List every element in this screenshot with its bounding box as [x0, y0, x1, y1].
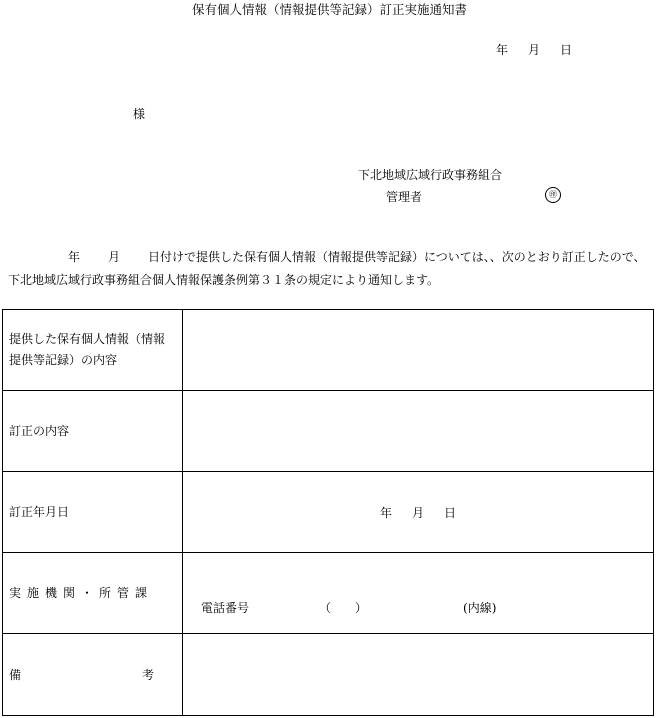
- correction-year: 年: [379, 505, 392, 520]
- correction-table: [2, 309, 654, 716]
- provided-content-label-line2: 提供等記録）の内容: [9, 353, 118, 367]
- issue-date-month: 月: [528, 43, 541, 57]
- table-row-correction-date: [3, 472, 654, 553]
- body-line-2: 下北地域広域行政事務組合個人情報保護条例第３１条の規定により通知します。: [8, 273, 440, 287]
- issue-date: [496, 41, 572, 58]
- addressee-suffix: 様: [133, 107, 146, 121]
- issue-date-year: 年: [496, 43, 509, 57]
- correction-content-label: 訂正の内容: [3, 391, 183, 472]
- body-line-1: [68, 248, 646, 265]
- table-row-remarks: [3, 634, 654, 716]
- remarks-label-last: 考: [141, 668, 154, 682]
- provided-content-label: [3, 310, 183, 391]
- agency-value[interactable]: [183, 553, 654, 634]
- provided-content-value[interactable]: [183, 310, 654, 391]
- phone-label: 電話番号: [201, 600, 250, 615]
- issuer-role: 管理者: [386, 190, 423, 204]
- correction-date-label: 訂正年月日: [3, 472, 183, 553]
- document-title: 保有個人情報（情報提供等記録）訂正実施通知書: [191, 2, 467, 17]
- extension-label: (内線): [463, 600, 497, 615]
- agency-label: 実施機関・所管課: [3, 553, 183, 634]
- correction-date-value[interactable]: [183, 472, 654, 553]
- issue-date-day: 日: [560, 43, 573, 57]
- provided-content-label-line1: 提供した保有個人情報（情報: [9, 332, 166, 346]
- correction-content-value[interactable]: [183, 391, 654, 472]
- correction-month: 月: [411, 505, 424, 520]
- issuer-organization: 下北地域広域行政事務組合: [358, 168, 503, 182]
- body-line1-rest: 日付けで提供した保有個人情報（情報提供等記録）については、、次のとおり訂正したので、: [148, 250, 646, 264]
- correction-day: 日: [444, 505, 457, 520]
- phone-paren-close: ）: [355, 600, 368, 615]
- body-year: 年: [68, 250, 81, 264]
- remarks-value[interactable]: [183, 634, 654, 716]
- remarks-label: [3, 634, 183, 716]
- remarks-label-first: 備: [9, 668, 22, 682]
- seal-mark: ㊞: [545, 187, 561, 203]
- table-row-correction-content: [3, 391, 654, 472]
- table-row-agency: [3, 553, 654, 634]
- table-row-provided-content: [3, 310, 654, 391]
- phone-paren-open: （: [319, 600, 332, 615]
- body-month: 月: [108, 250, 121, 264]
